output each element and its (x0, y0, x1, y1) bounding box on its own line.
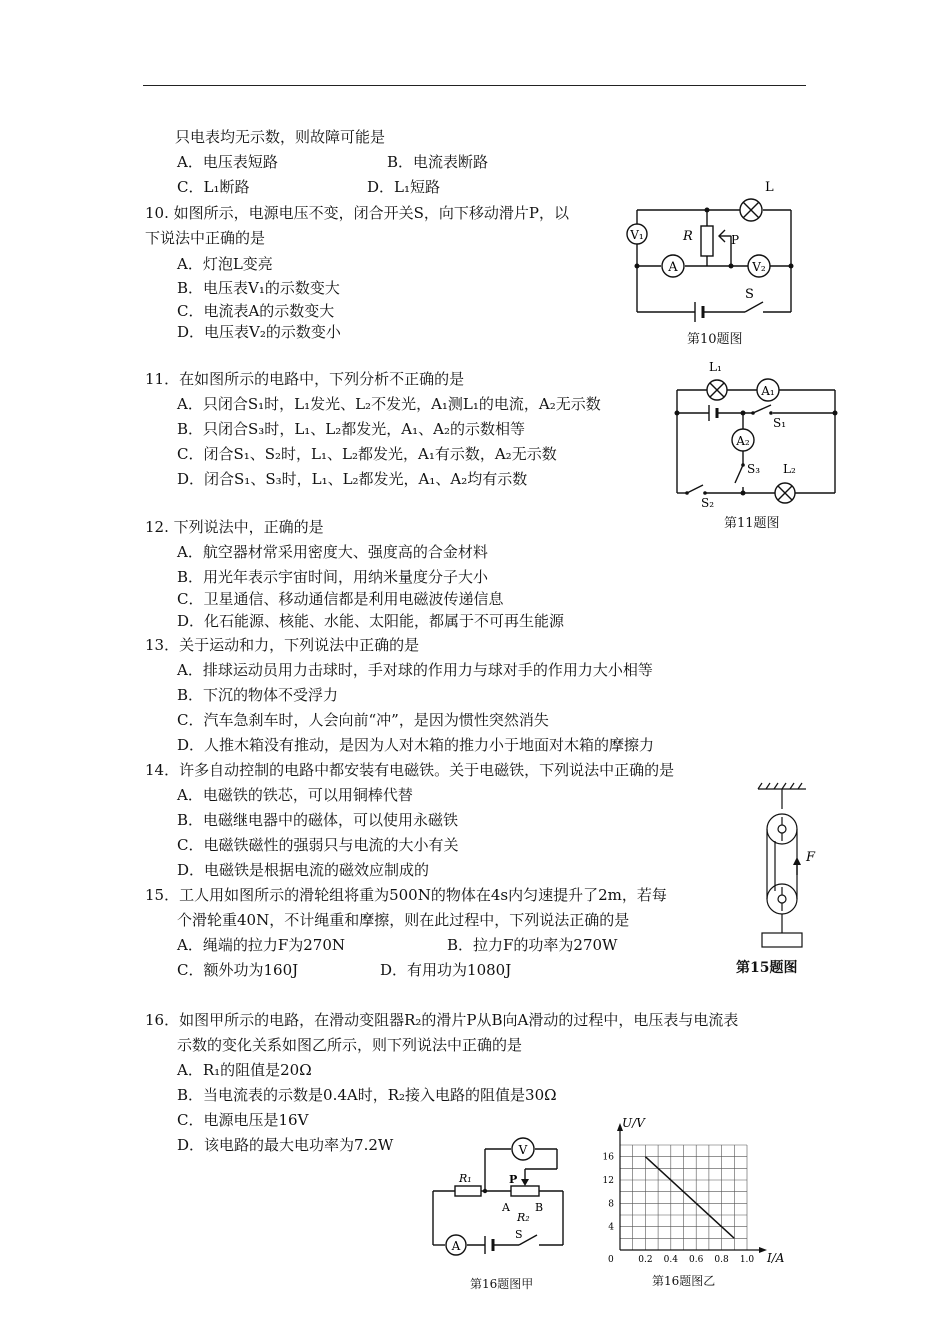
q14-option-a: A．电磁铁的铁芯，可以用铜棒代替 (177, 786, 413, 804)
chart-grid (620, 1145, 747, 1250)
q12-option-a: A．航空器材常采用密度大、强度高的合金材料 (177, 543, 488, 561)
y-tick-label: 4 (608, 1222, 614, 1233)
q13-option-a: A．排球运动员用力击球时，手对球的作用力与球对手的作用力大小相等 (177, 661, 653, 679)
x-axis-arrow (759, 1247, 767, 1253)
q16-label-a: A (502, 1201, 510, 1214)
q10-label-l: L (765, 180, 774, 195)
q11-option-a: A．只闭合S₁时，L₁发光、L₂不发光，A₁测L₁的电流，A₂无示数 (177, 395, 601, 413)
q11-label-s3: S₃ (747, 462, 761, 476)
q11-circuit-diagram (665, 355, 845, 515)
chart-origin-label: 0 (608, 1255, 614, 1265)
q10-label-p: P (731, 233, 740, 247)
q11-label-a1: A₁ (761, 384, 775, 398)
q10-option-c: C．电流表A的示数变大 (177, 302, 335, 320)
q9-option-b: B．电流表断路 (387, 153, 489, 171)
y-tick-label: 12 (602, 1176, 614, 1186)
q10-label-v1: V₁ (630, 228, 644, 242)
q9-option-a: A．电压表短路 (177, 153, 278, 171)
q14-option-c: C．电磁铁磁性的强弱只与电流的大小有关 (177, 836, 459, 854)
q16-label-p: P (509, 1173, 518, 1186)
header-rule (143, 85, 806, 86)
q10-option-a: A．灯泡L变亮 (177, 255, 273, 273)
q10-option-d: D．电压表V₂的示数变小 (177, 323, 341, 341)
series-line-u-i (645, 1157, 734, 1239)
q12-option-d: D．化石能源、核能、水能、太阳能，都属于不可再生能源 (177, 612, 565, 630)
x-tick-label: 0.4 (663, 1255, 678, 1265)
chart-x-ticks (638, 1255, 754, 1265)
q11-label-l1: L₁ (709, 360, 722, 374)
y-tick-label: 16 (602, 1152, 614, 1163)
q16-option-d: D．该电路的最大电功率为7.2W (177, 1136, 394, 1154)
q10-label-v2: V₂ (752, 260, 766, 274)
chart-axes (617, 1123, 767, 1253)
q15-option-d: D．有用功为1080J (380, 961, 512, 979)
q16-label-s: S (515, 1228, 523, 1241)
x-tick-label: 0.8 (714, 1255, 729, 1265)
q11-label-l2: L₂ (783, 462, 796, 476)
q11-caption: 第11题图 (724, 516, 780, 531)
q11-option-d: D．闭合S₁、S₃时，L₁、L₂都发光，A₁、A₂均有示数 (177, 470, 528, 488)
q16-label-v: V (518, 1143, 528, 1157)
chart-y-label: U/V (622, 1116, 645, 1130)
q15-stem-1: 15．工人用如图所示的滑轮组将重为500N的物体在4s内匀速提升了2m，若每 (145, 886, 667, 904)
q16-option-a: A．R₁的阻值是20Ω (177, 1061, 312, 1079)
q11-label-a2: A₂ (736, 434, 750, 448)
q15-caption: 第15题图 (736, 960, 798, 976)
q16-stem-2: 示数的变化关系如图乙所示，则下列说法中正确的是 (177, 1036, 523, 1054)
q15-option-b: B．拉力F的功率为270W (447, 936, 618, 954)
q9-option-c: C．L₁断路 (177, 178, 250, 196)
q11-stem: 11．在如图所示的电路中，下列分析不正确的是 (145, 370, 465, 388)
y-tick-label: 8 (608, 1199, 614, 1210)
q16-label-r2: R₂ (517, 1211, 530, 1224)
q11-option-b: B．只闭合S₃时，L₁、L₂都发光，A₁、A₂的示数相等 (177, 420, 525, 438)
q13-stem: 13．关于运动和力，下列说法中正确的是 (145, 636, 420, 654)
q13-option-c: C．汽车急刹车时，人会向前“冲”，是因为惯性突然消失 (177, 711, 549, 729)
q10-label-a: A (668, 260, 678, 275)
q11-label-s2: S₂ (701, 496, 715, 510)
q16-label-r1: R₁ (459, 1172, 472, 1185)
q14-option-b: B．电磁继电器中的磁体，可以使用永磁铁 (177, 811, 459, 829)
q12-option-c: C．卫星通信、移动通信都是利用电磁波传递信息 (177, 590, 504, 608)
chart-x-label: I/A (767, 1251, 785, 1265)
chart-y-ticks (603, 1153, 615, 1233)
q14-stem: 14．许多自动控制的电路中都安装有电磁铁。关于电磁铁，下列说法中正确的是 (145, 761, 675, 779)
q16-caption-b: 第16题图乙 (652, 1274, 716, 1288)
q16-option-c: C．电源电压是16V (177, 1111, 309, 1129)
q15-stem-2: 个滑轮重40N，不计绳重和摩擦，则在此过程中，下列说法正确的是 (177, 911, 630, 929)
q13-option-d: D．人推木箱没有推动，是因为人对木箱的推力小于地面对木箱的摩擦力 (177, 736, 655, 754)
q12-option-b: B．用光年表示宇宙时间，用纳米量度分子大小 (177, 568, 489, 586)
q12-stem: 12. 下列说法中，正确的是 (145, 518, 324, 536)
q11-label-s1: S₁ (773, 416, 787, 430)
q13-option-b: B．下沉的物体不受浮力 (177, 686, 339, 704)
q16-option-b: B．当电流表的示数是0.4A时，R₂接入电路的阻值是30Ω (177, 1086, 557, 1104)
q16-circuit-diagram (425, 1133, 575, 1273)
q9-option-d: D．L₁短路 (367, 178, 441, 196)
q10-circuit-diagram (615, 178, 805, 328)
chart-series (645, 1157, 734, 1239)
q10-stem-1: 10. 如图所示，电源电压不变，闭合开关S，向下移动滑片P，以 (145, 204, 569, 222)
q14-option-d: D．电磁铁是根据电流的磁效应制成的 (177, 861, 430, 879)
q16-caption-a: 第16题图甲 (470, 1277, 534, 1291)
q10-stem-2: 下说法中正确的是 (145, 229, 266, 247)
x-tick-label: 0.2 (638, 1255, 653, 1265)
q16-label-b: B (535, 1201, 544, 1214)
q10-label-s: S (745, 287, 754, 302)
q15-option-c: C．额外功为160J (177, 961, 299, 979)
q10-option-b: B．电压表V₁的示数变大 (177, 279, 340, 297)
q15-label-f: F (806, 850, 816, 865)
q11-option-c: C．闭合S₁、S₂时，L₁、L₂都发光，A₁有示数，A₂无示数 (177, 445, 557, 463)
q10-label-r: R (683, 229, 693, 244)
q16-label-ammeter: A (451, 1239, 461, 1253)
x-tick-label: 1.0 (739, 1255, 755, 1265)
q16-ui-graph (595, 1112, 795, 1270)
q15-option-a: A．绳端的拉力F为270N (177, 936, 345, 954)
q15-pulley-diagram (740, 783, 830, 953)
x-tick-label: 0.6 (689, 1255, 704, 1265)
q10-caption: 第10题图 (687, 332, 743, 347)
q16-stem-1: 16．如图甲所示的电路，在滑动变阻器R₂的滑片P从B向A滑动的过程中，电压表与电流表 (145, 1011, 739, 1029)
q9-stem: 只电表均无示数，则故障可能是 (175, 128, 386, 146)
